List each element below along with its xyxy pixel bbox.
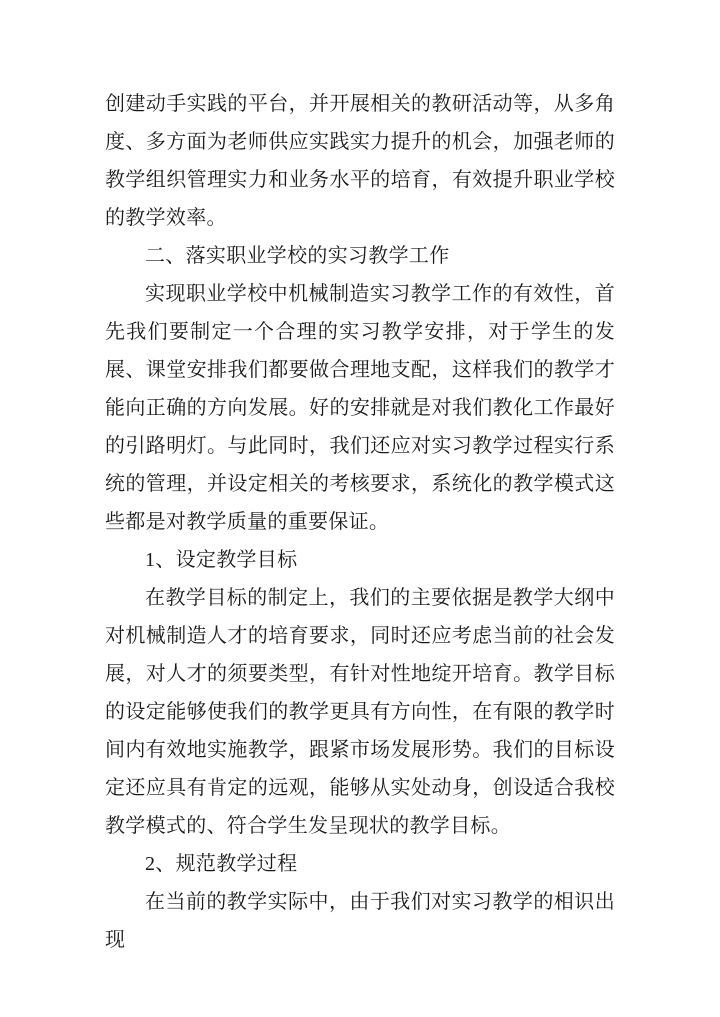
subsection-heading-1-set-teaching-goals: 1、设定教学目标	[145, 549, 298, 571]
paragraph-continuation: 创建动手实践的平台，并开展相关的教研活动等，从多角度、多方面为老师供应实践实力提升的机会，加强老师的教学组织管理实力和业务水平的培育，有效提升职业学校的教学效率。	[105, 93, 615, 229]
paragraph-teaching-goals: 在教学目标的制定上，我们的主要依据是教学大纲中对机械制造人才的培育要求，同时还应考虑当前的社会发展，对人才的须要类型，有针对性地绽开培育。教学目标的设定能够使我们的教学更具有方向性，在有限的教学时间内有效地实施教学，跟紧市场发展形势。我们的目标设定还应具有肯定的远观，能够从实处动身，创设适合我校教学模式的、符合学生发呈现状的教学目标。	[105, 587, 615, 837]
subsection-heading-2-standardize-teaching-process: 2、规范教学过程	[145, 853, 298, 875]
section-heading-2: 二、落实职业学校的实习教学工作	[145, 245, 450, 267]
paragraph-implement-practice-teaching: 实现职业学校中机械制造实习教学工作的有效性，首先我们要制定一个合理的实习教学安排，对于学生的发展、课堂安排我们都要做合理地支配，这样我们的教学才能向正确的方向发展。好的安排就是对我们教化工作最好的引路明灯。与此同时，我们还应对实习教学过程实行系统的管理，并设定相关的考核要求，系统化的教学模式这些都是对教学质量的重要保证。	[105, 283, 615, 533]
paragraph-teaching-process: 在当前的教学实际中，由于我们对实习教学的相识出现	[105, 891, 615, 951]
